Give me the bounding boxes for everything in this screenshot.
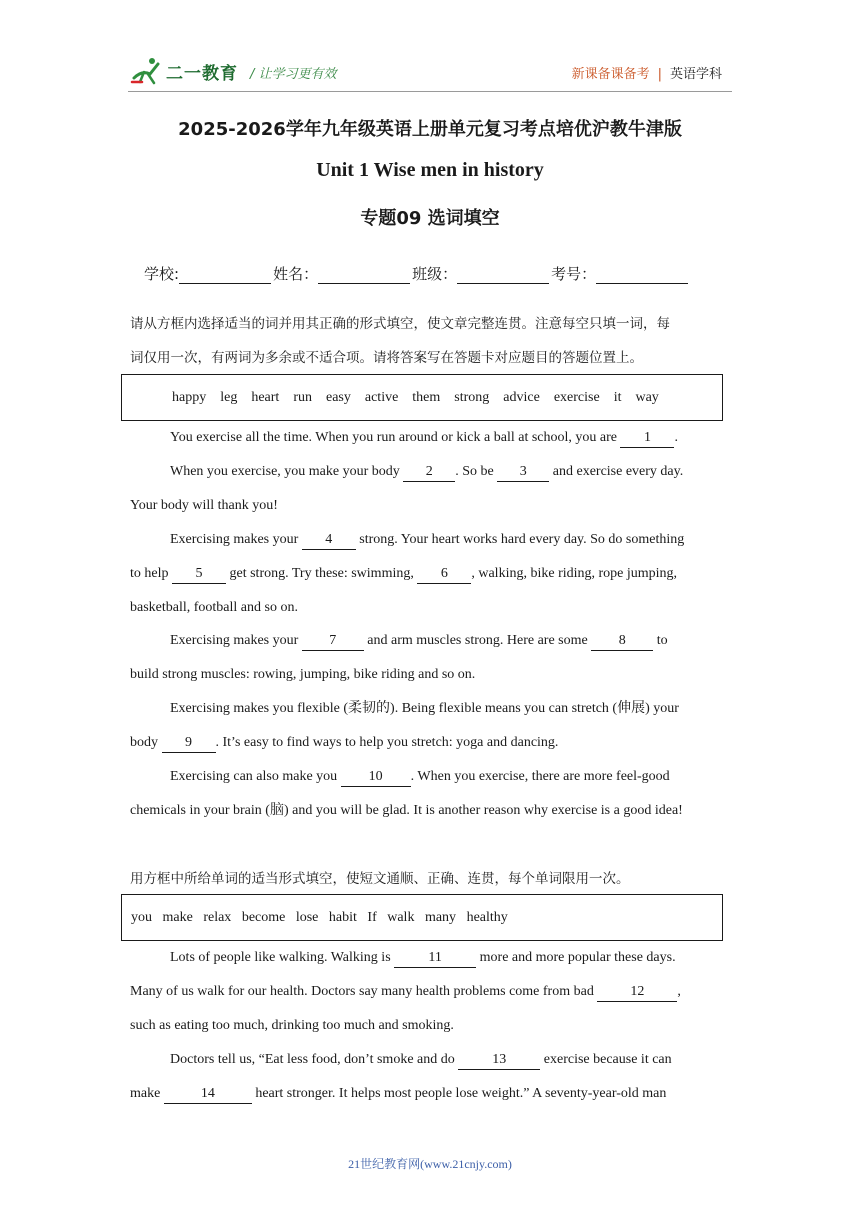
text-segment: , [677,984,681,999]
blank-1[interactable]: 1 [620,430,674,448]
name-label: 姓名： [273,265,319,283]
part1-paragraph-2 [130,455,734,523]
text-segment: to [653,633,668,648]
text-segment: . When you exercise, there are more feel-good [410,769,670,784]
text-segment: build strong muscles: rowing, jumping, bike riding and so on. [130,667,476,682]
word-box-item: leg [220,389,238,405]
class-label: 班级： [412,265,458,283]
exam-no-label: 考号： [551,265,597,283]
word-box-item: make [162,909,193,925]
word-box-item: easy [325,389,351,405]
word-box-item: them [412,389,441,405]
word-box-item: relax [203,909,232,925]
part2-instruction: 用方框中所给单词的适当形式填空，使短文通顺、正确、连贯，每个单词限用一次。 [130,871,630,887]
word-box-item: active [364,389,399,405]
blank-5[interactable]: 5 [172,566,226,584]
text-segment: body [130,735,162,750]
text-segment: Doctors tell us, “Eat less food, don’t smoke and do [170,1052,459,1067]
name-blank [318,267,410,284]
blank-11[interactable]: 11 [394,950,476,968]
part1-paragraph-1 [130,421,734,455]
word-box-item: lose [295,909,319,925]
text-segment: . [674,430,678,445]
text-segment: . So be [455,464,498,479]
text-segment: and arm muscles strong. Here are some [363,633,592,648]
word-box-item: way [635,389,659,405]
page-footer: 21世纪教育网(www.21cnjy.com) [348,1157,512,1171]
part1-instruction-line1: 请从方框内选择适当的词并用其正确的形式填空，使文章完整连贯。注意每空只填一词，每 [130,316,670,332]
runner-logo-icon [130,56,164,86]
text-segment: get strong. Try these: swimming, [226,566,418,581]
word-box-item: habit [328,909,357,925]
word-box-item: happy [172,389,207,405]
text-segment: Many of us walk for our health. Doctors say many health problems come from bad [130,984,598,999]
part1-instruction-line2: 词仅用一次，有两词为多余或不适合项。请将答案写在答题卡对应题目的答题位置上。 [130,350,643,366]
text-segment: , walking, bike riding, rope jumping, [471,566,678,581]
text-segment: . It’s easy to find ways to help you stretch: yoga and dancing. [215,735,559,750]
blank-4[interactable]: 4 [302,532,356,550]
word-box-item: advice [503,389,540,405]
blank-14[interactable]: 14 [164,1086,252,1104]
word-box-item: exercise [553,389,600,405]
word-box-item: you [131,909,152,925]
part1-instruction [130,307,734,375]
part1-paragraph-4 [130,624,734,692]
school-label: 学校: [144,265,180,283]
word-box-item: walk [387,909,415,925]
text-segment: exercise because it can [540,1052,672,1067]
blank-6[interactable]: 6 [417,566,471,584]
part2-paragraph-1 [130,941,734,1043]
word-box-item: it [613,389,622,405]
word-box-item: heart [251,389,280,405]
word-box-item: run [293,389,312,405]
blank-13[interactable]: 13 [458,1052,540,1070]
exam-no-blank [596,267,688,284]
blank-9[interactable]: 9 [162,735,216,753]
blank-8[interactable]: 8 [591,633,653,651]
header-separator: | [657,67,662,82]
blank-12[interactable]: 12 [597,984,677,1002]
text-segment: chemicals in your brain (脑) and you will be glad. It is another reason why exercise is a good idea! [130,803,683,818]
header-divider [128,91,732,92]
text-segment: You exercise all the time. When you run around or kick a ball at school, you are [170,430,621,445]
text-segment: Exercising makes your [170,532,302,547]
blank-7[interactable]: 7 [302,633,364,651]
header-subject: 英语学科 [669,67,722,82]
part1-paragraph-6 [130,760,734,828]
text-segment: make [130,1086,164,1101]
text-segment: and exercise every day. [549,464,684,479]
unit-title: Unit 1 Wise men in history [316,159,544,181]
school-blank [179,267,271,284]
word-box-item: strong [454,389,490,405]
word-box-item: If [367,909,377,925]
part1-paragraph-5 [130,692,734,760]
header-slogan: / 让学习更有效 [250,67,337,82]
part2-paragraph-2 [130,1043,734,1111]
header-course-label: 新课备课备考 [571,67,650,82]
header-right [572,63,722,82]
class-blank [457,267,549,284]
text-segment: to help [130,566,172,581]
blank-10[interactable]: 10 [341,769,411,787]
text-segment: strong. Your heart works hard every day. So do something [355,532,685,547]
text-segment: such as eating too much, drinking too much and smoking. [130,1018,454,1033]
student-info-line [144,263,690,284]
text-segment: more and more popular these days. [476,950,676,965]
page-header [130,52,730,92]
word-box-item: healthy [466,909,508,925]
text-segment: Lots of people like walking. Walking is [170,950,395,965]
text-segment: Your body will thank you! [130,498,278,513]
part1-word-box [121,374,723,421]
main-title: 2025-2026学年九年级英语上册单元复习考点培优沪教牛津版 [178,119,682,140]
word-box-item: become [241,909,286,925]
text-segment: basketball, football and so on. [130,600,298,615]
logo-text: 二一教育 [166,63,238,84]
logo [130,56,238,86]
blank-3[interactable]: 3 [497,464,549,482]
part1-paragraph-3 [130,523,734,625]
text-segment: Exercising makes your [170,633,302,648]
text-segment: heart stronger. It helps most people lose weight.” A seventy-year-old man [251,1086,667,1101]
blank-2[interactable]: 2 [403,464,455,482]
part2-word-box [121,894,723,941]
word-box-item: many [424,909,457,925]
text-segment: Exercising can also make you [170,769,341,784]
text-segment: Exercising makes you flexible (柔韧的). Being flexible means you can stretch (伸展) your [170,701,679,716]
text-segment: When you exercise, you make your body [170,464,404,479]
topic-title: 专题09 选词填空 [360,208,500,229]
